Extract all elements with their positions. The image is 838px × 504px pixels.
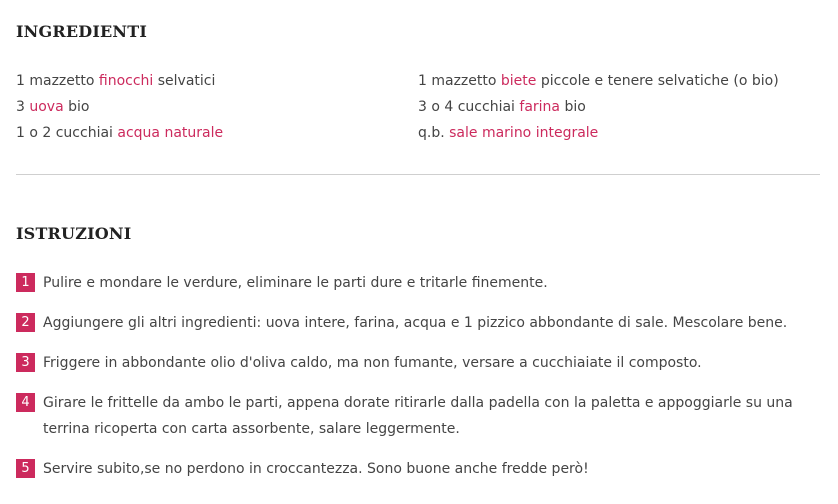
instructions-title: ISTRUZIONI xyxy=(16,224,132,243)
step-text: Pulire e mondare le verdure, eliminare le parti dure e tritarle finemente. xyxy=(43,275,548,291)
ingredients-list-right xyxy=(418,68,828,146)
step-number-badge: 4 xyxy=(16,393,35,412)
ingredient-suffix: bio xyxy=(63,99,90,115)
ingredient-quantity: 3 xyxy=(16,99,30,115)
section-divider xyxy=(16,174,820,175)
instructions-list xyxy=(16,270,822,496)
ingredient-item xyxy=(418,94,828,120)
instruction-step xyxy=(16,310,822,336)
ingredient-suffix: selvatici xyxy=(153,73,216,89)
ingredient-quantity: q.b. xyxy=(418,125,450,141)
ingredient-link-biete[interactable]: biete xyxy=(500,73,537,89)
ingredient-item xyxy=(418,68,828,94)
ingredient-suffix: piccole e tenere selvatiche (o bio) xyxy=(536,73,779,89)
ingredient-item xyxy=(16,120,406,146)
step-number-badge: 2 xyxy=(16,313,35,332)
ingredients-list-left xyxy=(16,68,406,146)
ingredient-link-finocchi[interactable]: finocchi xyxy=(98,73,154,89)
ingredient-link-uova[interactable]: uova xyxy=(29,99,64,115)
step-number-badge: 3 xyxy=(16,353,35,372)
ingredient-item xyxy=(16,94,406,120)
ingredient-quantity: 1 mazzetto xyxy=(418,73,501,89)
ingredient-link-sale-marino-integrale[interactable]: sale marino integrale xyxy=(449,125,599,141)
step-text: Friggere in abbondante olio d'oliva caldo, ma non fumante, versare a cucchiaiate il composto. xyxy=(43,355,702,371)
step-text: Servire subito,se no perdono in croccantezza. Sono buone anche fredde però! xyxy=(43,461,589,477)
step-number-badge: 1 xyxy=(16,273,35,292)
step-text: Aggiungere gli altri ingredienti: uova intere, farina, acqua e 1 pizzico abbondante di sale. Mescolare bene. xyxy=(43,315,788,331)
ingredient-suffix: bio xyxy=(560,99,586,115)
ingredient-item xyxy=(16,68,406,94)
ingredients-title: INGREDIENTI xyxy=(16,22,148,41)
instruction-step xyxy=(16,350,822,376)
step-number-badge: 5 xyxy=(16,459,35,478)
ingredient-quantity: 1 o 2 cucchiai xyxy=(16,125,118,141)
instruction-step xyxy=(16,456,822,482)
instruction-step xyxy=(16,270,822,296)
step-text: Girare le frittelle da ambo le parti, appena dorate ritirarle dalla padella con la paletta e appoggiarle su una terrina ricoperta con carta assorbente, salare leggermente. xyxy=(43,395,793,437)
ingredient-item xyxy=(418,120,828,146)
ingredient-link-acqua-naturale[interactable]: acqua naturale xyxy=(117,125,224,141)
instruction-step xyxy=(16,390,822,442)
ingredient-link-farina[interactable]: farina xyxy=(519,99,560,115)
ingredient-quantity: 1 mazzetto xyxy=(16,73,99,89)
ingredient-quantity: 3 o 4 cucchiai xyxy=(418,99,520,115)
